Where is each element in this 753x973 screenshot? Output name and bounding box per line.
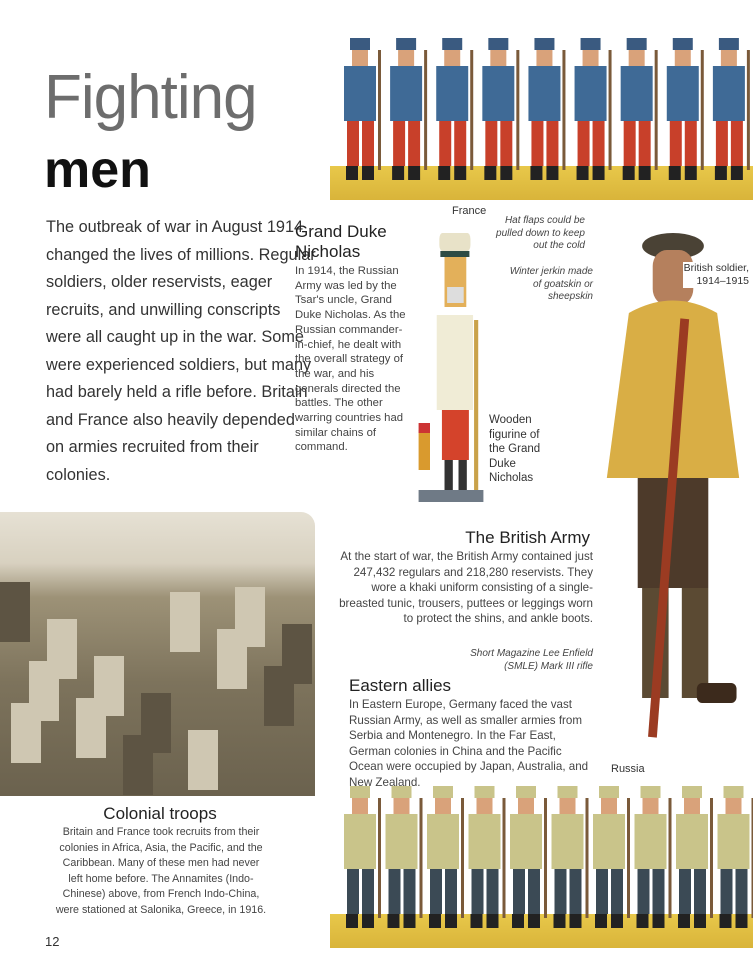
soldier-figure (344, 38, 381, 180)
soldier-figure (552, 786, 589, 928)
soldier-figure (482, 38, 519, 180)
rifle-caption: Short Magazine Lee Enfield (SMLE) Mark III rifle (470, 648, 593, 672)
soldier-figure (510, 786, 547, 928)
soldier-figure (713, 38, 750, 180)
colonial-heading: Colonial troops (103, 804, 217, 823)
soldier-figure (621, 38, 658, 180)
soldier-figure (667, 38, 704, 180)
soldier-figure (344, 786, 381, 928)
grand-duke-body: In 1914, the Russian Army was led by the Tsar's uncle, Grand Duke Nicholas. As the Russian commander-in-chief, he dealt with the overall strategy of the war, and his generals directed the battles. The other warring countries had similar chains of command. (295, 265, 406, 454)
photo-person (217, 629, 247, 689)
title-line-1: Fighting (44, 63, 257, 132)
photo-person (0, 582, 30, 642)
page-number: 12 (45, 934, 60, 949)
photo-person (264, 666, 294, 726)
hat-flaps-caption: Hat flaps could be pulled down to keep out the cold (496, 215, 585, 251)
soldier-figure (676, 786, 713, 928)
british-soldier-label: British soldier, 1914–1915 (683, 262, 749, 287)
russia-soldiers-illustration (330, 778, 753, 948)
eastern-allies-heading: Eastern allies (349, 676, 452, 695)
eastern-allies-body: In Eastern Europe, Germany faced the vast Russian Army, as well as smaller armies from Serbia and Montenegro. In the Far East, German colonies in China and the Pacific Ocean were occupied by Japan, Australia, and New Zealand. (349, 698, 589, 789)
photo-person (188, 730, 218, 790)
soldier-figure (528, 38, 565, 180)
grand-duke-caption: Wooden figurine of the Grand Duke Nicholas (489, 414, 541, 484)
jerkin-caption: Winter jerkin made of goatskin or sheepskin (509, 266, 593, 302)
colonial-body: Britain and France took recruits from their colonies in Africa, Asia, the Pacific, and the Caribbean. Many of these men had never left home before. The Annamites (Indo-Chinese) above, from French Indo-China, were stationed at Salonika, Greece, in 1916. (55, 826, 267, 916)
photo-person (76, 698, 106, 758)
soldier-figure (718, 786, 753, 928)
soldier-figure (635, 786, 672, 928)
title-line-2: men (44, 141, 151, 199)
british-army-heading: The British Army (465, 528, 590, 547)
russia-label: Russia (611, 763, 645, 775)
soldier-figure (386, 786, 423, 928)
soldier-figure (469, 786, 506, 928)
intro-paragraph: The outbreak of war in August 1914 changed the lives of millions. Regular soldiers, older reservists, eager recruits, and unwilling conscripts were all caught up in the war. Some were experienced soldiers, but many had barely held a rifle before. Britain and France also heavily depended on armies recruited from their colonies. (46, 218, 316, 484)
soldier-figure (390, 38, 427, 180)
photo-person (11, 703, 41, 763)
soldier-figure (575, 38, 612, 180)
grand-duke-heading: Grand Duke Nicholas (295, 222, 387, 261)
soldier-figure (427, 786, 464, 928)
soldier-figure (593, 786, 630, 928)
british-army-body: At the start of war, the British Army contained just 247,432 regulars and 218,280 reservists. They wore a khaki uniform consisting of a single-breasted tunic, trousers, puttees or leggings worn to protect the shins, and ankle boots. (339, 550, 593, 625)
france-label: France (452, 205, 487, 217)
soldier-figure (436, 38, 473, 180)
photo-person (170, 592, 200, 652)
british-soldier-figure (598, 228, 748, 743)
photo-person (123, 735, 153, 795)
france-soldiers-illustration (330, 30, 753, 200)
grand-duke-figurine (416, 225, 486, 505)
colonial-troops-photo (0, 512, 315, 796)
